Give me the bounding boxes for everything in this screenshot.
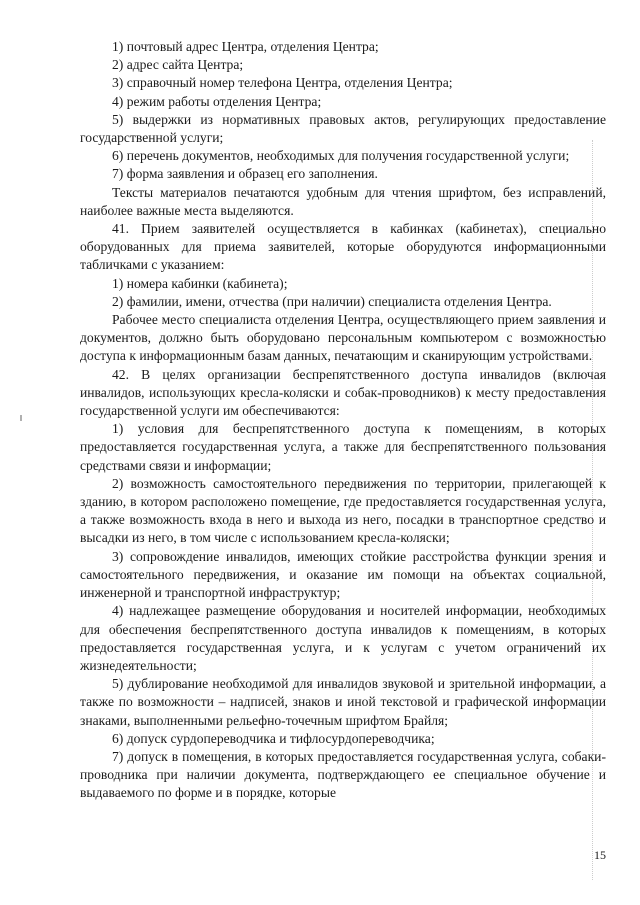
list-item-guide-dog: 7) допуск в помещения, в которых предоставляется государственная услуга, собаки-проводника при наличии документа, подтверждающего ее специальное обучение и выдаваемого по форме и в порядке, которые bbox=[80, 748, 606, 801]
paragraph-workplace: Рабочее место специалиста отделения Центра, осуществляющего прием заявления и документов, должно быть оборудовано персональным компьютером с возможностью доступа к информационным базам данных, печатающим и сканирующим устройствами. bbox=[80, 312, 606, 364]
list-item-interpreter: 6) допуск сурдопереводчика и тифлосурдопереводчика; bbox=[112, 730, 435, 746]
list-item-work-hours: 4) режим работы отделения Центра; bbox=[112, 93, 322, 109]
list-item-documents: 6) перечень документов, необходимых для получения государственной услуги; bbox=[112, 148, 570, 164]
list-item-legal-excerpts: 5) выдержки из нормативных правовых актов, регулирующих предоставление государственной услуги; bbox=[80, 111, 606, 146]
list-item-form: 7) форма заявления и образец его заполнения. bbox=[112, 166, 378, 182]
paragraph-41: 41. Прием заявителей осуществляется в кабинках (кабинетах), специально оборудованных для приема заявителей, которые оборудуются информационными табличками с указанием: bbox=[80, 221, 606, 273]
list-item-specialist-name: 2) фамилии, имени, отчества (при наличии) специалиста отделения Центра. bbox=[112, 293, 552, 309]
list-item-phone: 3) справочный номер телефона Центра, отделения Центра; bbox=[112, 75, 453, 91]
list-item-escort: 3) сопровождение инвалидов, имеющих стойкие расстройства функции зрения и самостоятельного передвижения, и оказание им помощи на объектах социальной, инженерной и транспортной инфраструктур; bbox=[80, 548, 606, 601]
paragraph-42: 42. В целях организации беспрепятственного доступа инвалидов (включая инвалидов, использующих кресла-коляски и собак-проводников) к месту предоставления государственной услуги им обеспечиваются: bbox=[80, 366, 606, 419]
list-item-postal-address: 1) почтовый адрес Центра, отделения Центра; bbox=[112, 39, 379, 54]
list-item-duplication: 5) дублирование необходимой для инвалидов звуковой и зрительной информации, а также по возможности – надписей, знаков и иной текстовой и графической информации знаками, выполненными рельефно-точечным шрифтом Брайля; bbox=[80, 676, 606, 728]
list-item-website: 2) адрес сайта Центра; bbox=[112, 57, 244, 73]
list-item-booth-number: 1) номера кабинки (кабинета); bbox=[112, 275, 288, 291]
scan-artifact-mark bbox=[20, 415, 22, 421]
scan-artifact-line bbox=[592, 140, 594, 880]
page-number: 15 bbox=[594, 848, 606, 862]
list-item-equipment: 4) надлежащее размещение оборудования и носителей информации, необходимых для обеспечения беспрепятственного доступа инвалидов к помещениям, в которых предоставляется государственная услуга, и к услугам с учетом ограничений их жизнедеятельности; bbox=[80, 603, 606, 673]
list-item-movement: 2) возможность самостоятельного передвижения по территории, прилегающей к зданию, в котором расположено помещение, где предоставляется государственная услуга, а также возможность входа в него и выхода из него, посадки в транспортное средство и высадки из него, в том числе с использованием кресла-коляски; bbox=[80, 475, 606, 546]
list-item-access-conditions: 1) условия для беспрепятственного доступа к помещениям, в которых предоставляется государственная услуга, а также для беспрепятственного пользования средствами связи и информации; bbox=[80, 421, 606, 473]
paragraph-texts-note: Тексты материалов печатаются удобным для чтения шрифтом, без исправлений, наиболее важные места выделяются. bbox=[80, 184, 606, 218]
